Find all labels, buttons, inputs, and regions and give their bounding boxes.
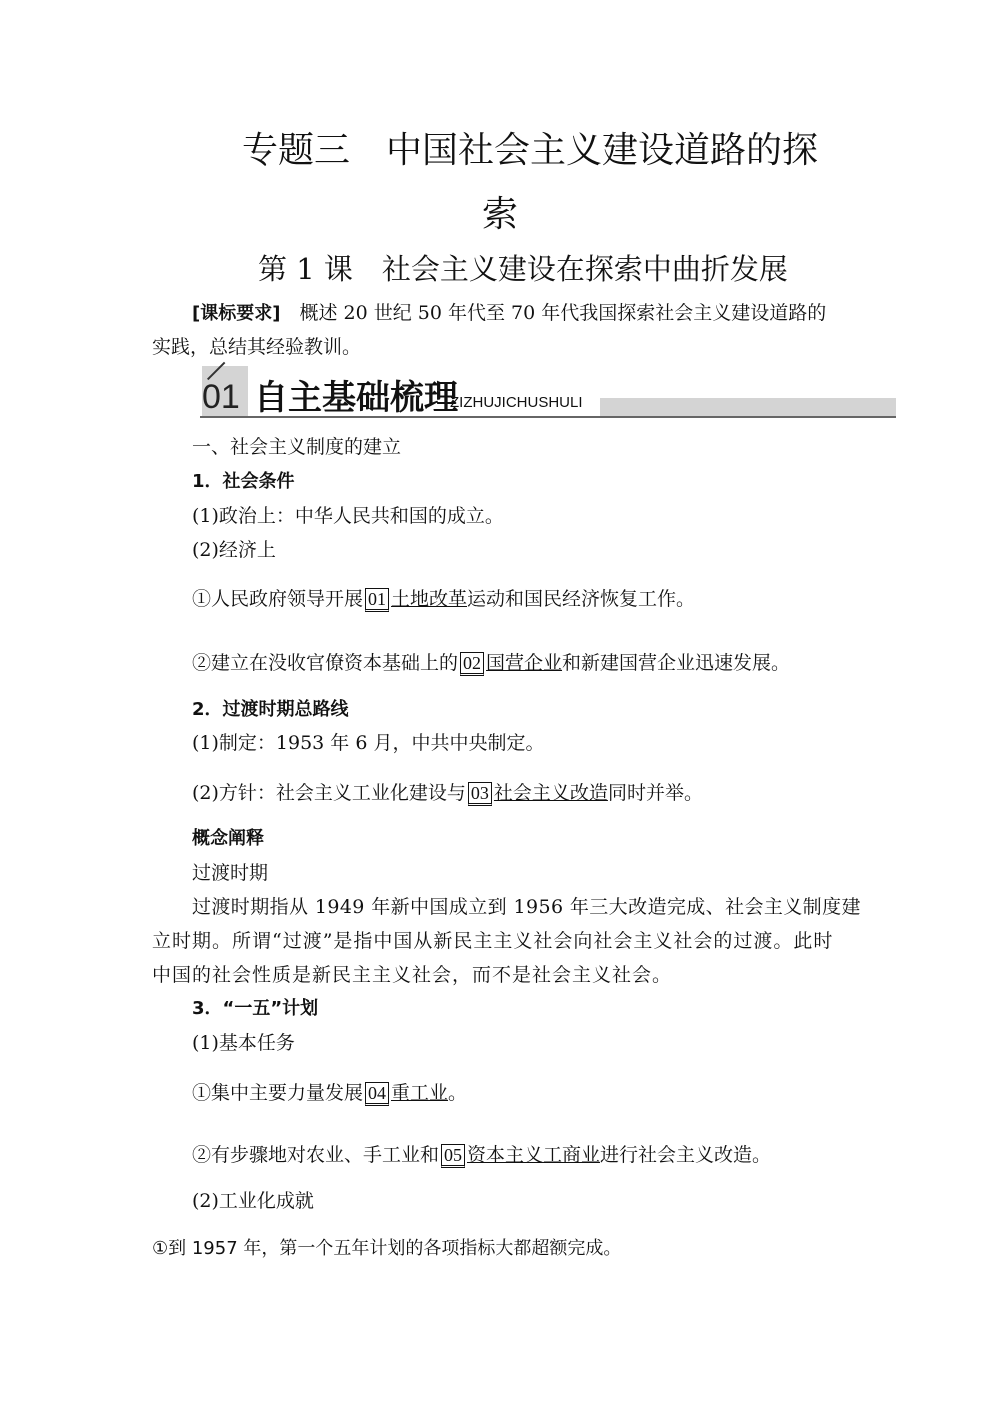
- banner-title: 自主基础梳理: [254, 378, 458, 418]
- subheading: 3．“一五”计划: [192, 998, 319, 1019]
- text: 进行社会主义改造。: [600, 1144, 772, 1166]
- concept-text: 中国的社会性质是新民主主义社会，而不是社会主义社会。: [152, 964, 673, 986]
- concept-text: 过渡时期指从 1949 年新中国成立到 1956 年三大改造完成、社会主义制度建: [192, 896, 861, 918]
- paragraph: (2)工业化成就: [192, 1190, 314, 1212]
- subheading: 2．过渡时期总路线: [192, 699, 349, 720]
- banner-pinyin: ZIZHUJICHUSHULI: [450, 394, 583, 411]
- text: (2)方针：社会主义工业化建设与: [192, 782, 466, 804]
- text: 和新建国营企业迅速发展。: [562, 652, 791, 674]
- lesson-title: 第 1 课 社会主义建设在探索中曲折发展: [258, 252, 788, 286]
- paragraph: (1)制定：1953 年 6 月，中共中央制定。: [192, 732, 545, 754]
- answer-number: 01: [365, 588, 389, 612]
- answer: 重工业: [391, 1082, 449, 1104]
- answer-number: 05: [441, 1144, 465, 1168]
- title: 专题三 中国社会主义建设道路的探: [242, 130, 819, 171]
- banner-number: 01: [202, 366, 248, 416]
- paragraph: (2)经济上: [192, 539, 276, 561]
- paragraph: ①到 1957 年，第一个五年计划的各项指标大都超额完成。: [152, 1238, 622, 1259]
- concept-heading: 概念阐释: [192, 828, 264, 849]
- requirement-text: 概述 20 世纪 50 年代至 70 年代我国探索社会主义建设道路的: [280, 302, 827, 324]
- paragraph: (1)基本任务: [192, 1032, 295, 1054]
- text: 。: [448, 1082, 468, 1104]
- section-banner: [200, 366, 896, 418]
- requirement-label: [课标要求]: [192, 303, 281, 324]
- answer: 资本主义工商业: [467, 1144, 601, 1166]
- fill-item: [192, 1078, 467, 1106]
- text: 同时并举。: [607, 782, 703, 804]
- requirement: [192, 298, 826, 325]
- fill-item: [192, 584, 695, 612]
- title-cont: 索: [482, 194, 519, 235]
- text: ①集中主要力量发展: [192, 1082, 364, 1104]
- fill-item: [192, 648, 790, 676]
- text: ②有步骤地对农业、手工业和: [192, 1144, 440, 1166]
- concept-term: 过渡时期: [192, 862, 269, 884]
- answer: 国营企业: [486, 652, 563, 674]
- answer: 土地改革: [391, 588, 468, 610]
- text: ①人民政府领导开展: [192, 588, 364, 610]
- banner-bar: [600, 398, 896, 416]
- fill-item: [192, 1140, 771, 1168]
- answer-number: 04: [365, 1082, 389, 1106]
- answer-number: 03: [468, 782, 492, 806]
- fill-item: [192, 778, 703, 806]
- paragraph: (1)政治上：中华人民共和国的成立。: [192, 505, 504, 527]
- heading: 一、社会主义制度的建立: [192, 436, 402, 458]
- answer: 社会主义改造: [493, 782, 608, 804]
- text: 运动和国民经济恢复工作。: [467, 588, 696, 610]
- concept-text: 立时期。所谓“过渡”是指中国从新民主主义社会向社会主义社会的过渡。此时: [152, 930, 834, 952]
- subheading: 1．社会条件: [192, 471, 295, 492]
- answer-number: 02: [460, 652, 484, 676]
- text: ②建立在没收官僚资本基础上的: [192, 652, 459, 674]
- requirement-cont: 实践，总结其经验教训。: [152, 336, 362, 358]
